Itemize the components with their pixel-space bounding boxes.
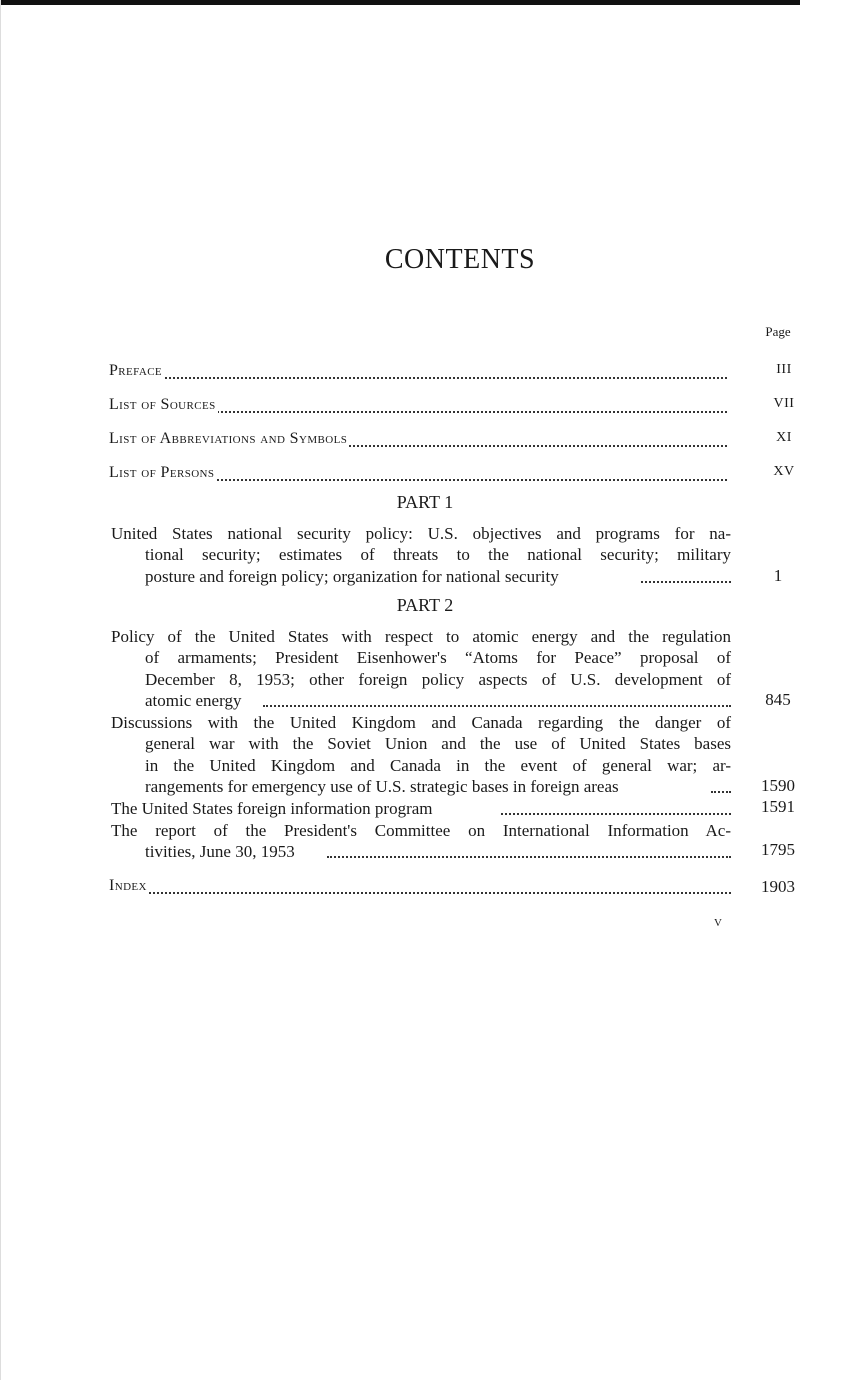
dot-leader xyxy=(501,813,731,815)
toc-label: Preface xyxy=(109,362,163,379)
page-folio: v xyxy=(714,914,722,930)
entry-line-last xyxy=(111,841,731,862)
entry-line-text: tivities, June 30, 1953 xyxy=(145,842,295,862)
toc-entry-uk-canada-discussions xyxy=(111,712,731,798)
entry-line: general war with the Soviet Union and the use of United States bases xyxy=(145,734,731,754)
entry-line-text: posture and foreign policy; organization for national security xyxy=(145,566,559,586)
toc-row-list-of-sources xyxy=(109,396,795,418)
entry-line: Discussions with the United Kingdom and Canada regarding the danger of xyxy=(111,713,731,732)
entry-line-last xyxy=(111,798,731,819)
toc-row-index xyxy=(109,877,795,899)
dot-leader xyxy=(109,377,727,379)
toc-page-number: XV xyxy=(773,464,795,479)
page-title: CONTENTS xyxy=(384,244,536,275)
toc-label: List of Persons xyxy=(109,464,215,481)
toc-entry-presidents-committee-report xyxy=(111,820,731,863)
toc-page-number: 1903 xyxy=(761,877,795,896)
left-scan-edge xyxy=(0,0,1,1380)
toc-page-number: 1795 xyxy=(761,840,795,859)
dot-leader xyxy=(327,856,731,858)
toc-row-preface xyxy=(109,362,795,384)
entry-line-last xyxy=(111,566,731,587)
part-1-heading: PART 1 xyxy=(396,492,454,512)
toc-label: List of Abbreviations and Symbols xyxy=(109,430,348,447)
toc-page-number: 1 xyxy=(773,566,783,585)
toc-entry-part1-national-security xyxy=(111,523,731,587)
toc-page-number: III xyxy=(776,362,792,377)
entry-line: Policy of the United States with respect to atomic energy and the regulation xyxy=(111,627,731,646)
toc-page-number: XI xyxy=(776,430,792,445)
toc-label: List of Sources xyxy=(109,396,216,413)
toc-entry-foreign-information-program xyxy=(111,798,731,819)
entry-line: in the United Kingdom and Canada in the event of general war; ar- xyxy=(145,755,731,775)
entry-line-text: atomic energy xyxy=(145,691,242,711)
dot-leader xyxy=(109,892,731,894)
entry-line: December 8, 1953; other foreign policy aspects of U.S. development of xyxy=(145,669,731,689)
entry-line-last xyxy=(111,690,731,711)
entry-line: United States national security policy: U.S. objectives and programs for na- xyxy=(111,524,731,543)
toc-page-number: VII xyxy=(773,396,795,411)
toc-page-number: 1590 xyxy=(761,776,795,795)
toc-row-list-of-persons xyxy=(109,464,795,486)
entry-line: The report of the President's Committee on International Information Ac- xyxy=(111,821,731,840)
entry-line-text: The United States foreign information program xyxy=(111,799,433,818)
dot-leader xyxy=(641,581,731,583)
entry-line-last xyxy=(111,776,731,797)
entry-line: tional security; estimates of threats to the national security; military xyxy=(145,545,731,565)
dot-leader xyxy=(263,705,731,707)
toc-entry-atomic-energy xyxy=(111,626,731,712)
dot-leader xyxy=(711,791,731,793)
entry-line: of armaments; President Eisenhower's “Atoms for Peace” proposal of xyxy=(145,648,731,668)
entry-line-text: rangements for emergency use of U.S. strategic bases in foreign areas xyxy=(145,777,619,797)
toc-page-number: 1591 xyxy=(761,797,795,816)
toc-page-number: 845 xyxy=(765,690,791,709)
toc-row-list-of-abbreviations xyxy=(109,430,795,452)
part-2-heading: PART 2 xyxy=(396,595,454,615)
page-column-heading: Page xyxy=(765,324,791,339)
toc-label: Index xyxy=(109,877,147,894)
top-scan-edge xyxy=(0,0,800,5)
